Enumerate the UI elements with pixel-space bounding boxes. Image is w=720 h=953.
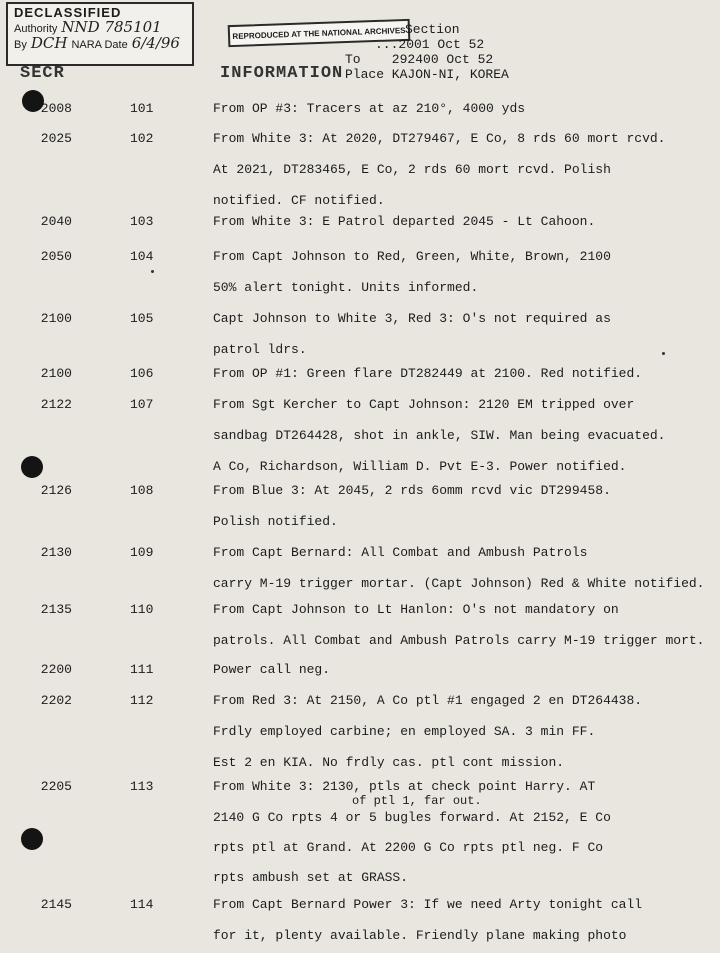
declassified-title: DECLASSIFIED — [14, 5, 122, 20]
entry-text-line: From OP #3: Tracers at az 210°, 4000 yds — [213, 101, 526, 116]
by-value: DCH — [30, 34, 68, 52]
specks-icon — [662, 352, 665, 355]
entry-number: 107 — [130, 397, 154, 412]
entry-number: 108 — [130, 483, 154, 498]
entry-text-line: Frdly employed carbine; en employed SA. 3 min FF. — [213, 724, 596, 739]
punch-hole-icon — [21, 828, 43, 850]
entry-time: 2122 — [40, 397, 72, 412]
entry-text-line: From White 3: 2130, ptls at check point Harry. AT — [213, 779, 596, 794]
entry-text-line: From White 3: At 2020, DT279467, E Co, 8 rds 60 mort rcvd. — [213, 131, 666, 146]
entry-time: 2050 — [40, 249, 72, 264]
by-label: By — [14, 39, 27, 51]
entry-number: 112 — [130, 693, 154, 708]
entry-text-line: 2140 G Co rpts 4 or 5 bugles forward. At 2152, E Co — [213, 810, 611, 825]
place-label: Place KAJON-NI, KOREA — [345, 67, 509, 82]
entry-number: 102 — [130, 131, 154, 146]
entry-text-line: for it, plenty available. Friendly plane making photo — [213, 928, 627, 943]
entry-time: 2200 — [40, 662, 72, 677]
entry-number: 113 — [130, 779, 154, 794]
entry-text-line: From Capt Bernard: All Combat and Ambush Patrols — [213, 545, 588, 560]
period-to: To 292400 Oct 52 — [345, 52, 494, 67]
entry-time: 2040 — [40, 214, 72, 229]
nara-date-value: 6/4/96 — [131, 34, 180, 52]
period-header — [345, 22, 509, 82]
entry-text-line: From OP #1: Green flare DT282449 at 2100. Red notified. — [213, 366, 643, 381]
declassified-stamp — [6, 2, 194, 66]
specks-icon — [151, 270, 154, 273]
entry-text-line: From Capt Johnson to Lt Hanlon: O's not mandatory on — [213, 602, 619, 617]
entry-number: 111 — [130, 662, 154, 677]
entry-time: 2025 — [40, 131, 72, 146]
classification-right: INFORMATION — [220, 64, 344, 83]
entry-time: 2135 — [40, 602, 72, 617]
entry-number: 105 — [130, 311, 154, 326]
entry-text-line: Est 2 en KIA. No frdly cas. ptl cont mission. — [213, 755, 565, 770]
entry-number: 106 — [130, 366, 154, 381]
entry-number: 114 — [130, 897, 154, 912]
entry-text-line: 50% alert tonight. Units informed. — [213, 280, 479, 295]
entry-time: 2145 — [40, 897, 72, 912]
period-from: ...2001 Oct 52 — [375, 37, 485, 52]
authority-label: Authority — [14, 23, 58, 35]
entry-text-line: patrols. All Combat and Ambush Patrols carry M-19 trigger mort. — [213, 633, 705, 648]
entry-text-line: notified. CF notified. — [213, 193, 385, 208]
entry-text-line: At 2021, DT283465, E Co, 2 rds 60 mort rcvd. Polish — [213, 162, 611, 177]
entry-number: 104 — [130, 249, 154, 264]
entry-number: 110 — [130, 602, 154, 617]
classification-banner — [20, 64, 344, 83]
nara-date-label: NARA Date — [71, 39, 128, 51]
entry-time: 2100 — [40, 366, 72, 381]
entry-text-line: From White 3: E Patrol departed 2045 - Lt Cahoon. — [213, 214, 596, 229]
entry-text-line: A Co, Richardson, William D. Pvt E-3. Power notified. — [213, 459, 627, 474]
entry-text-line: Power call neg. — [213, 662, 331, 677]
entry-text-line: Polish notified. — [213, 514, 338, 529]
entry-text-line: From Red 3: At 2150, A Co ptl #1 engaged 2 en DT264438. — [213, 693, 643, 708]
entry-time: 2130 — [40, 545, 72, 560]
entry-number: 103 — [130, 214, 154, 229]
entry-text-line: rpts ptl at Grand. At 2200 G Co rpts ptl neg. F Co — [213, 840, 604, 855]
entry-text-line: From Sgt Kercher to Capt Johnson: 2120 EM tripped over — [213, 397, 635, 412]
entry-text-line: From Capt Johnson to Red, Green, White, Brown, 2100 — [213, 249, 611, 264]
entry-text-line: carry M-19 trigger mortar. (Capt Johnson) Red & White notified. — [213, 576, 705, 591]
entry-insert-text: of ptl 1, far out. — [352, 794, 482, 808]
entry-text-line: rpts ambush set at GRASS. — [213, 870, 409, 885]
entry-text-line: sandbag DT264428, shot in ankle, SIW. Man being evacuated. — [213, 428, 666, 443]
entry-text-line: From Capt Bernard Power 3: If we need Arty tonight call — [213, 897, 643, 912]
entry-text-line: Capt Johnson to White 3, Red 3: O's not required as — [213, 311, 611, 326]
entry-time: 2100 — [40, 311, 72, 326]
entry-text-line: From Blue 3: At 2045, 2 rds 6omm rcvd vic DT299458. — [213, 483, 611, 498]
entry-text-line: patrol ldrs. — [213, 342, 307, 357]
entry-number: 101 — [130, 101, 154, 116]
classification-left: SECR — [20, 64, 65, 83]
section-label: Section — [405, 22, 460, 37]
entry-time: 2202 — [40, 693, 72, 708]
entry-time: 2126 — [40, 483, 72, 498]
entry-number: 109 — [130, 545, 154, 560]
national-archives-stamp: REPRODUCED AT THE NATIONAL ARCHIVES — [228, 19, 411, 47]
entry-time: 2008 — [40, 101, 72, 116]
authority-value: NND 785101 — [61, 18, 162, 36]
punch-hole-icon — [21, 456, 43, 478]
entry-time: 2205 — [40, 779, 72, 794]
